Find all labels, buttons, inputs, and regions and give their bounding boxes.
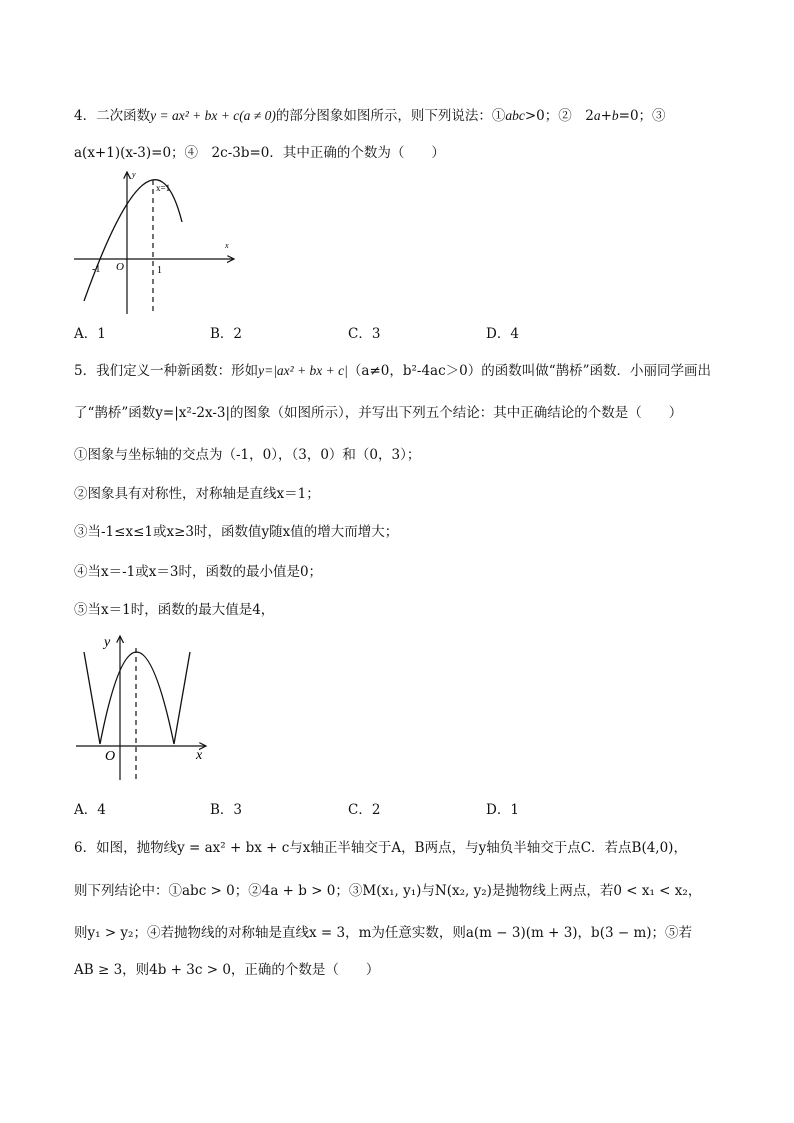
q4-tick-1: 1 [157, 265, 162, 276]
q5-origin-label: O [105, 749, 116, 764]
q5-line1 [74, 361, 711, 381]
q5-option-d: D．1 [486, 802, 519, 818]
q4-option-a: A．1 [74, 326, 106, 342]
q5-option-a: A．4 [74, 802, 106, 818]
q4-x-label: x [225, 241, 229, 250]
q4-sym-label: x=1 [156, 183, 171, 193]
q4-stem-end: =0；③ [618, 108, 666, 124]
q5-right-branch [174, 652, 190, 744]
q6-line2: 则下列结论中：①abc > 0；②4a + b > 0；③M(x₁, y₁)与N(x₂, y₂)是抛物线上两点，若0 < x₁ < x₂， [74, 883, 702, 899]
q4-stem-start: 4．二次函数 [74, 108, 151, 124]
q5-line2: 了“鹊桥”函数y=|x²-2x-3|的图象（如图所示），并写出下列五个结论：其中正确结论的个数是（ ） [74, 405, 683, 421]
q4-line2: a(x+1)(x-3)=0；④ 2c-3b=0．其中正确的个数为（ ） [74, 145, 445, 161]
q4-option-b: B．2 [210, 326, 243, 342]
q4-b: b [611, 108, 619, 123]
q4-y-label: y [132, 170, 136, 179]
q4-origin-label: O [116, 261, 124, 273]
q5-option-c: C．2 [348, 802, 381, 818]
q4-plus: + [600, 108, 612, 124]
q5-middle-arch [100, 652, 174, 744]
q4-a: a [593, 108, 601, 123]
q4-abc: abc [505, 108, 525, 123]
q5-item-1: ①图象与坐标轴的交点为（-1，0），（3，0）和（0，3）； [74, 447, 421, 463]
q4-formula: y = ax² + bx + c(a ≠ 0) [150, 108, 276, 123]
q5-formula: y=|ax² + bx + c| [258, 363, 348, 378]
q5-stem-start: 5．我们定义一种新函数：形如 [74, 363, 259, 379]
q5-x-label: x [196, 748, 203, 763]
q4-option-c: C．3 [348, 326, 381, 342]
q4-option-d: D．4 [486, 326, 519, 342]
q4-line1 [74, 106, 666, 126]
q4-tick-neg1: -1 [92, 264, 101, 275]
q5-item-2: ②图象具有对称性，对称轴是直线x＝1； [74, 486, 320, 502]
q4-stem-mid: 的部分图象如图所示，则下列说法：① [275, 108, 506, 124]
q5-item-3: ③当-1≤x≤1或x≥3时，函数值y随x值的增大而增大； [74, 524, 399, 540]
q6-line1: 6．如图，抛物线y = ax² + bx + c与x轴正半轴交于A，B两点，与y轴负半轴交于点C．若点B(4,0)， [74, 840, 687, 856]
q4-stem-c: >0；② 2 [524, 108, 594, 124]
q5-y-label: y [104, 635, 111, 650]
q4-graph [72, 168, 240, 318]
q5-item-5: ⑤当x＝1时，函数的最大值是4， [74, 602, 275, 618]
q5-item-4: ④当x＝-1或x＝3时，函数的最小值是0； [74, 564, 323, 580]
q5-stem-end: （a≠0，b²-4ac＞0）的函数叫做“鹊桥”函数．小丽同学画出 [347, 363, 712, 379]
q6-line4: AB ≥ 3，则4b + 3c > 0，正确的个数是（ ） [74, 962, 380, 978]
q6-line3: 则y₁ > y₂；④若抛物线的对称轴是直线x = 3，m为任意实数，则a(m − 3)(m + 3)，b(3 − m)；⑤若 [74, 925, 693, 941]
q5-graph [72, 630, 212, 785]
q4-parabola [84, 180, 182, 301]
q5-left-branch [84, 652, 100, 744]
q5-option-b: B．3 [210, 802, 243, 818]
